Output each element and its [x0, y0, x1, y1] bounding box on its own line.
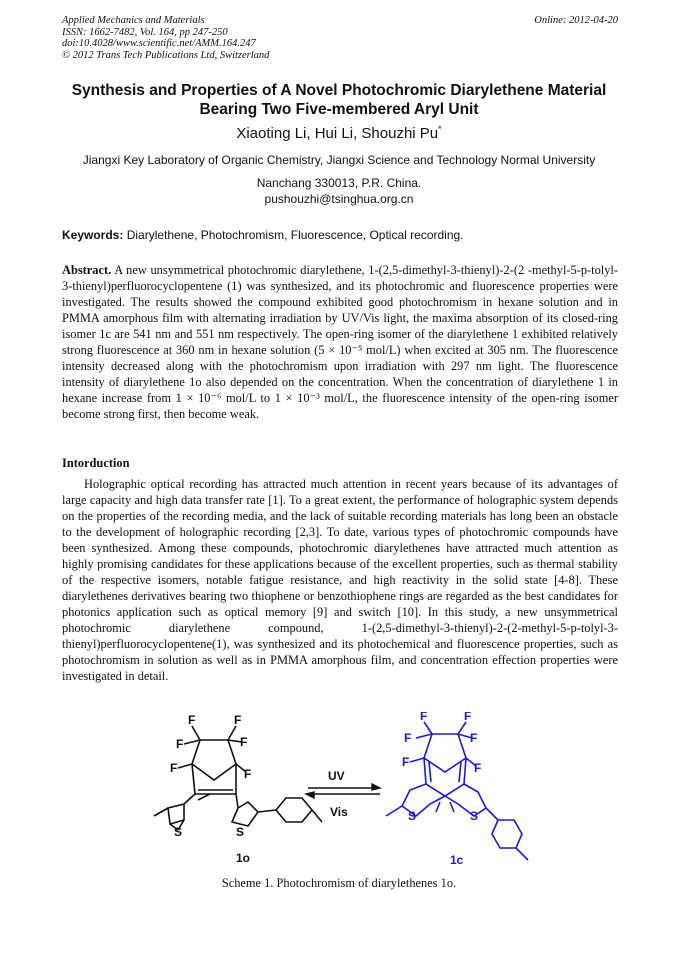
- f-atom: F: [234, 713, 242, 727]
- closed-ring-isomer-atoms: [402, 712, 481, 867]
- keywords-text: Diarylethene, Photochromism, Fluorescence, Optical recording.: [123, 228, 464, 242]
- s-atom: S: [408, 809, 417, 823]
- journal-name: Applied Mechanics and Materials: [62, 15, 205, 26]
- keywords: [62, 228, 618, 242]
- affiliation-line-2: Nanchang 330013, P.R. China.: [256, 176, 422, 190]
- issn: ISSN: 1662-7482, Vol. 164, pp 247-250: [62, 26, 228, 38]
- title-line-1: Synthesis and Properties of A Novel Photochromic Diarylethene Material: [71, 82, 607, 99]
- reaction-arrows: [306, 784, 380, 798]
- f-atom: F: [244, 767, 252, 781]
- abstract-text: A new unsymmetrical photochromic diarylethene, 1-(2,5-dimethyl-3-thienyl)-2-(2 -methyl-5-p-tolyl-3-thienyl)perfluorocyclopentene (1) was synthesized, and its photochromic and fluorescence properties were investigated. The results showed the compound exhibited good photochromism in hexane solution and in PMMA amorphous film with alternating irradiation by UV/Vis light, the maxima absorption of its closed-ring isomer 1c are 541 nm and 551 nm respectively. The open-ring isomer of the diarylethene 1 exhibited relatively strong fluorescence at 360 nm in hexane solution (5 × 10⁻⁵ mol/L) when excited at 305 nm. The fluorescence intensity decreased along with the photochromism upon irradiation with 297 nm light. The fluorescence intensity of diarylethene 1o also depended on the concentration. When the concentration of diarylethene 1 in hexane increase from 1 × 10⁻⁶ mol/L to 1 × 10⁻³ mol/L, the fluorescence intensity of the open-ring isomer become strong first, then become weak.: [62, 263, 618, 421]
- f-atom: F: [240, 735, 248, 749]
- f-atom: F: [170, 761, 178, 775]
- reaction-scheme: [140, 712, 540, 880]
- keywords-label: Keywords:: [62, 228, 124, 242]
- s-atom: S: [236, 825, 245, 839]
- f-atom: F: [176, 737, 184, 751]
- f-atom: F: [402, 755, 410, 769]
- author-email[interactable]: pushouzhi@tsinghua.org.cn: [264, 192, 414, 206]
- section-heading-introduction: Intorduction: [62, 456, 130, 470]
- uv-label: UV: [328, 769, 345, 783]
- doi[interactable]: doi:10.4028/www.scientific.net/AMM.164.247: [62, 38, 256, 49]
- s-atom: S: [470, 809, 479, 823]
- f-atom: F: [188, 713, 196, 727]
- open-isomer-label: 1o: [236, 851, 251, 865]
- vis-label: Vis: [330, 805, 348, 819]
- affiliation-line-1: Jiangxi Key Laboratory of Organic Chemistry, Jiangxi Science and Technology Normal University: [82, 153, 596, 167]
- f-atom: F: [470, 731, 478, 745]
- f-atom: F: [474, 761, 482, 775]
- copyright: © 2012 Trans Tech Publications Ltd, Switzerland: [62, 49, 270, 61]
- closed-isomer-label: 1c: [450, 853, 464, 867]
- paper-title: [30, 81, 648, 119]
- scheme-caption: Scheme 1. Photochromism of diarylethenes 1o.: [221, 876, 457, 890]
- abstract: [62, 262, 618, 422]
- journal-header: [62, 15, 618, 61]
- authors: [30, 124, 648, 142]
- f-atom: F: [420, 712, 428, 723]
- title-line-2: Bearing Two Five-membered Aryl Unit: [199, 101, 479, 118]
- corresponding-mark: *: [438, 124, 442, 134]
- authors-names: Xiaoting Li, Hui Li, Shouzhi Pu: [236, 125, 439, 142]
- affiliation: [30, 149, 648, 195]
- abstract-label: Abstract.: [62, 263, 112, 277]
- open-ring-isomer-atoms: [170, 713, 251, 865]
- f-atom: F: [464, 712, 472, 723]
- s-atom: S: [174, 825, 183, 839]
- f-atom: F: [404, 731, 412, 745]
- introduction-text: Holographic optical recording has attracted much attention in recent years because of its advantages of large capacity and high data transfer rate [1]. To a great extent, the performance of holographic system depends on the properties of the recording media, and the lack of suitable recording materials has long been an obstacle to the development of holographic recording [2,3]. To date, various types of photochromic compounds have been synthesized. Among these compounds, photochromic diarylethenes have attracted much attention as highly promising candidates for these applications because of the excellent properties, such as thermal stability of the respective isomers, notable fatigue resistance, and high reactivity in the solid state [4-8]. These diarylethenes derivatives bearing two thiophene or benzothiophene rings are regarded as the best candidates for photonics application such as optical memory [9] and switch [10]. In this study, a new unsymmetrical photochromic diarylethene compound, 1-(2,5-dimethyl-3-thienyl)-2-(2-methyl-5-p-tolyl-3-thienyl)perfluorocyclopentene(1), was synthesized and its photochemical and fluorescence properties, such as photochromism in solution as well as in PMMA amorphous film, and concentration effection properties were investigated in detail.: [62, 477, 618, 683]
- online-date: Online: 2012-04-20: [534, 15, 618, 26]
